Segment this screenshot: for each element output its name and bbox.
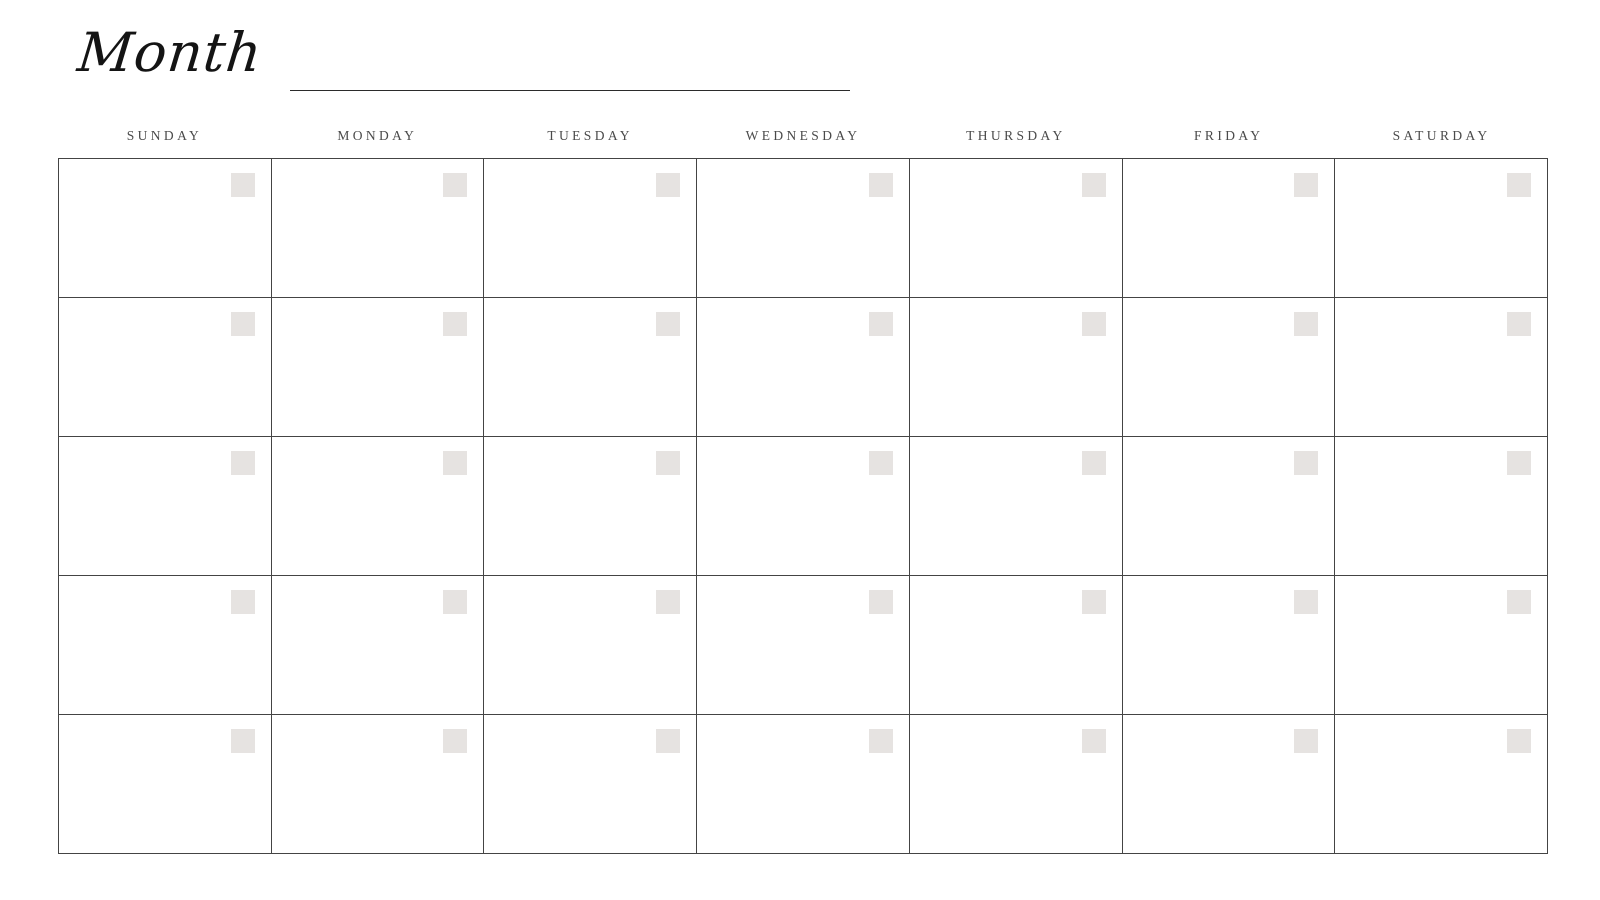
date-number bbox=[1082, 451, 1106, 475]
weekday-label-saturday: SATURDAY bbox=[1392, 128, 1491, 143]
date-number bbox=[1507, 729, 1531, 753]
date-number bbox=[656, 451, 680, 475]
calendar-day-cell[interactable] bbox=[910, 715, 1123, 854]
weekday-label-tuesday: TUESDAY bbox=[547, 128, 633, 143]
calendar-day-cell[interactable] bbox=[697, 159, 910, 298]
calendar-day-cell[interactable] bbox=[484, 437, 697, 576]
date-number bbox=[1294, 590, 1318, 614]
calendar-day-cell[interactable] bbox=[1123, 159, 1336, 298]
calendar-day-cell[interactable] bbox=[697, 298, 910, 437]
date-number bbox=[231, 312, 255, 336]
date-number bbox=[1082, 173, 1106, 197]
date-number bbox=[1294, 312, 1318, 336]
date-number bbox=[1507, 173, 1531, 197]
weekday-label-thursday: THURSDAY bbox=[966, 128, 1066, 143]
date-number bbox=[869, 729, 893, 753]
calendar-day-cell[interactable] bbox=[1123, 576, 1336, 715]
calendar-day-cell[interactable] bbox=[272, 298, 485, 437]
date-number bbox=[656, 729, 680, 753]
calendar-day-cell[interactable] bbox=[1123, 298, 1336, 437]
date-number bbox=[869, 451, 893, 475]
calendar-day-cell[interactable] bbox=[1335, 298, 1548, 437]
date-number bbox=[1294, 451, 1318, 475]
calendar-day-cell[interactable] bbox=[697, 576, 910, 715]
date-number bbox=[443, 312, 467, 336]
date-number bbox=[656, 173, 680, 197]
calendar-day-cell[interactable] bbox=[1335, 576, 1548, 715]
date-number bbox=[1294, 173, 1318, 197]
calendar-day-cell[interactable] bbox=[59, 437, 272, 576]
calendar-day-cell[interactable] bbox=[272, 159, 485, 298]
weekday-header-row bbox=[58, 128, 1548, 144]
month-title: Month bbox=[74, 21, 266, 84]
calendar-day-cell[interactable] bbox=[697, 437, 910, 576]
date-number bbox=[443, 173, 467, 197]
date-number bbox=[1507, 451, 1531, 475]
calendar-day-cell[interactable] bbox=[272, 576, 485, 715]
weekday-label-wednesday: WEDNESDAY bbox=[745, 128, 861, 143]
calendar-day-cell[interactable] bbox=[272, 715, 485, 854]
calendar-day-cell[interactable] bbox=[484, 159, 697, 298]
month-name-write-in-line[interactable] bbox=[290, 90, 850, 91]
date-number bbox=[443, 729, 467, 753]
calendar-day-cell[interactable] bbox=[59, 298, 272, 437]
calendar-grid bbox=[58, 158, 1548, 854]
calendar-day-cell[interactable] bbox=[910, 576, 1123, 715]
date-number bbox=[656, 312, 680, 336]
date-number bbox=[1294, 729, 1318, 753]
calendar-day-cell[interactable] bbox=[484, 298, 697, 437]
date-number bbox=[1082, 312, 1106, 336]
date-number bbox=[1507, 590, 1531, 614]
calendar-day-cell[interactable] bbox=[1335, 159, 1548, 298]
calendar-day-cell[interactable] bbox=[484, 576, 697, 715]
calendar-day-cell[interactable] bbox=[697, 715, 910, 854]
date-number bbox=[869, 312, 893, 336]
calendar-day-cell[interactable] bbox=[59, 715, 272, 854]
calendar-day-cell[interactable] bbox=[272, 437, 485, 576]
date-number bbox=[1082, 729, 1106, 753]
weekday-label-monday: MONDAY bbox=[337, 128, 418, 143]
calendar-day-cell[interactable] bbox=[1335, 715, 1548, 854]
calendar-header bbox=[58, 20, 1548, 120]
weekday-label-friday: FRIDAY bbox=[1194, 128, 1264, 143]
date-number bbox=[443, 590, 467, 614]
calendar-day-cell[interactable] bbox=[1123, 437, 1336, 576]
date-number bbox=[443, 451, 467, 475]
date-number bbox=[869, 173, 893, 197]
calendar-day-cell[interactable] bbox=[1335, 437, 1548, 576]
date-number bbox=[1082, 590, 1106, 614]
calendar-day-cell[interactable] bbox=[1123, 715, 1336, 854]
date-number bbox=[231, 451, 255, 475]
date-number bbox=[656, 590, 680, 614]
calendar-day-cell[interactable] bbox=[910, 298, 1123, 437]
calendar-day-cell[interactable] bbox=[59, 159, 272, 298]
calendar-day-cell[interactable] bbox=[910, 159, 1123, 298]
calendar-day-cell[interactable] bbox=[59, 576, 272, 715]
date-number bbox=[231, 590, 255, 614]
date-number bbox=[231, 173, 255, 197]
date-number bbox=[869, 590, 893, 614]
calendar-day-cell[interactable] bbox=[484, 715, 697, 854]
weekday-label-sunday: SUNDAY bbox=[126, 128, 203, 143]
calendar-day-cell[interactable] bbox=[910, 437, 1123, 576]
date-number bbox=[1507, 312, 1531, 336]
date-number bbox=[231, 729, 255, 753]
